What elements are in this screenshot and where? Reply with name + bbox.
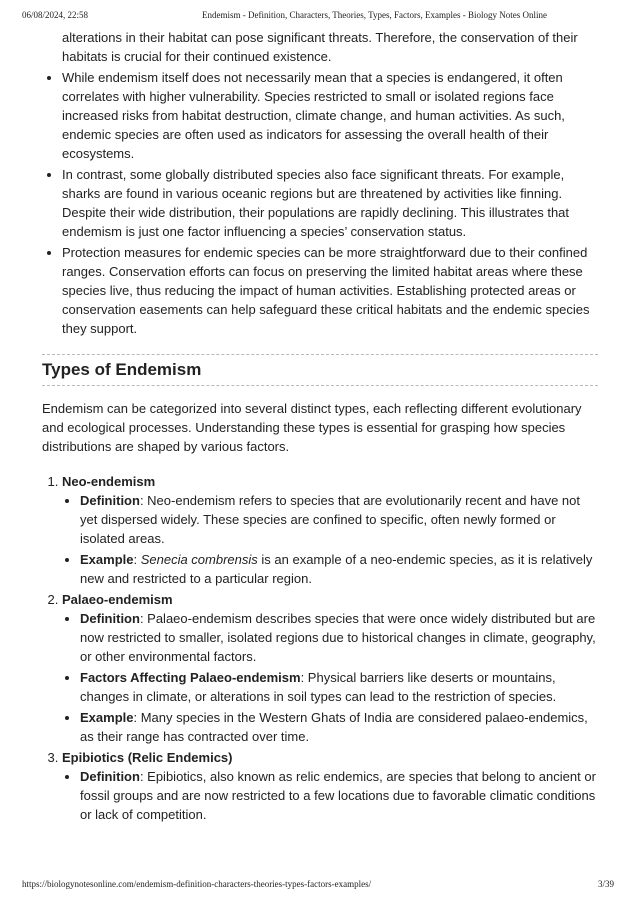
species-name: Senecia combrensis [140,552,258,567]
bullet-global-species: • In contrast, some globally distributed species also face significant threats. For example, sharks are found in various oceanic regions but are threatened by activities like finning. Despite their wide distribution, their populations are rapidly declining. This illustrates that endemism is just one factor influencing a species’ conservation status. [62,165,598,241]
print-page-title: Endemism - Definition, Characters, Theories, Types, Factors, Examples - Biology Notes Online [202,10,547,20]
detail-text: : Epibiotics, also known as relic endemics, are species that belong to ancient or fossil groups and are now restricted to a few locations due to favorable climatic conditions or lack of competition. [80,769,596,822]
type-details [62,609,598,746]
detail-example [80,550,598,588]
detail-label: Factors Affecting Palaeo-endemism [80,670,301,685]
type-title: Epibiotics (Relic Endemics) [62,750,233,765]
continued-bullet-text: alterations in their habitat can pose significant threats. Therefore, the conservation of their habitats is crucial for their continued existence. [62,30,578,64]
print-footer [0,876,638,896]
detail-separator: : [133,552,141,567]
type-details [62,767,598,824]
section-heading-wrapper [42,354,598,386]
detail-text: : Physical barriers like deserts or mountains, changes in climate, or alterations in soil types can lead to the restriction of species. [80,670,557,704]
type-item-epibiotics [62,748,598,824]
detail-label: Definition [80,611,140,626]
bullet-vulnerability: • While endemism itself does not necessarily mean that a species is endangered, it often correlates with higher vulnerability. Species restricted to small or isolated regions face increased risks from habitat destruction, climate change, and human activities. As such, endemic species are often used as indicators for assessing the overall health of their ecosystems. [62,68,598,163]
section-heading: Types of Endemism [42,360,202,379]
detail-text: : Neo-endemism refers to species that are evolutionarily recent and have not yet dispersed widely. These species are confined to specific, often newly formed or isolated areas. [80,493,581,546]
type-title: Palaeo-endemism [62,592,173,607]
detail-definition [80,767,598,824]
print-header [0,0,638,20]
page-number: 3/39 [597,879,614,889]
type-item-palaeo-endemism [62,590,598,746]
page-url: https://biologynotesonline.com/endemism-definition-characters-theories-types-factors-examples/ [22,879,372,889]
detail-label: Example [80,552,134,567]
detail-definition [80,491,598,548]
article-content [42,28,598,826]
bullet-protection: • Protection measures for endemic species can be more straightforward due to their confined ranges. Conservation efforts can focus on preserving the limited habitat areas where these species live, thus reducing the impact of human activities. Establishing protected areas or conservation easements can help safeguard these critical habitats and the endemic species they support. [62,243,598,338]
detail-text: is an example of a neo-endemic species, as it is relatively new and restricted to a particular region. [80,552,593,586]
detail-label: Definition [80,493,140,508]
type-details [62,491,598,588]
detail-text: : Many species in the Western Ghats of India are considered palaeo-endemics, as their range has contracted over time. [80,710,588,744]
detail-factors [80,668,598,706]
type-title: Neo-endemism [62,474,156,489]
types-list [42,472,598,824]
conservation-bullet-list [42,68,598,338]
section-intro: Endemism can be categorized into several distinct types, each reflecting different evolutionary and ecological processes. Understanding these types is essential for grasping how species distributions are shaped by various factors. [42,401,582,454]
print-datetime: 06/08/2024, 22:58 [22,10,89,20]
type-item-neo-endemism [62,472,598,588]
detail-label: Example [80,710,134,725]
detail-text: : Palaeo-endemism describes species that were once widely distributed but are now restricted to smaller, isolated regions due to historical changes in climate, geography, or other environmental factors. [80,611,596,664]
detail-label: Definition [80,769,140,784]
detail-definition [80,609,598,666]
detail-example [80,708,598,746]
